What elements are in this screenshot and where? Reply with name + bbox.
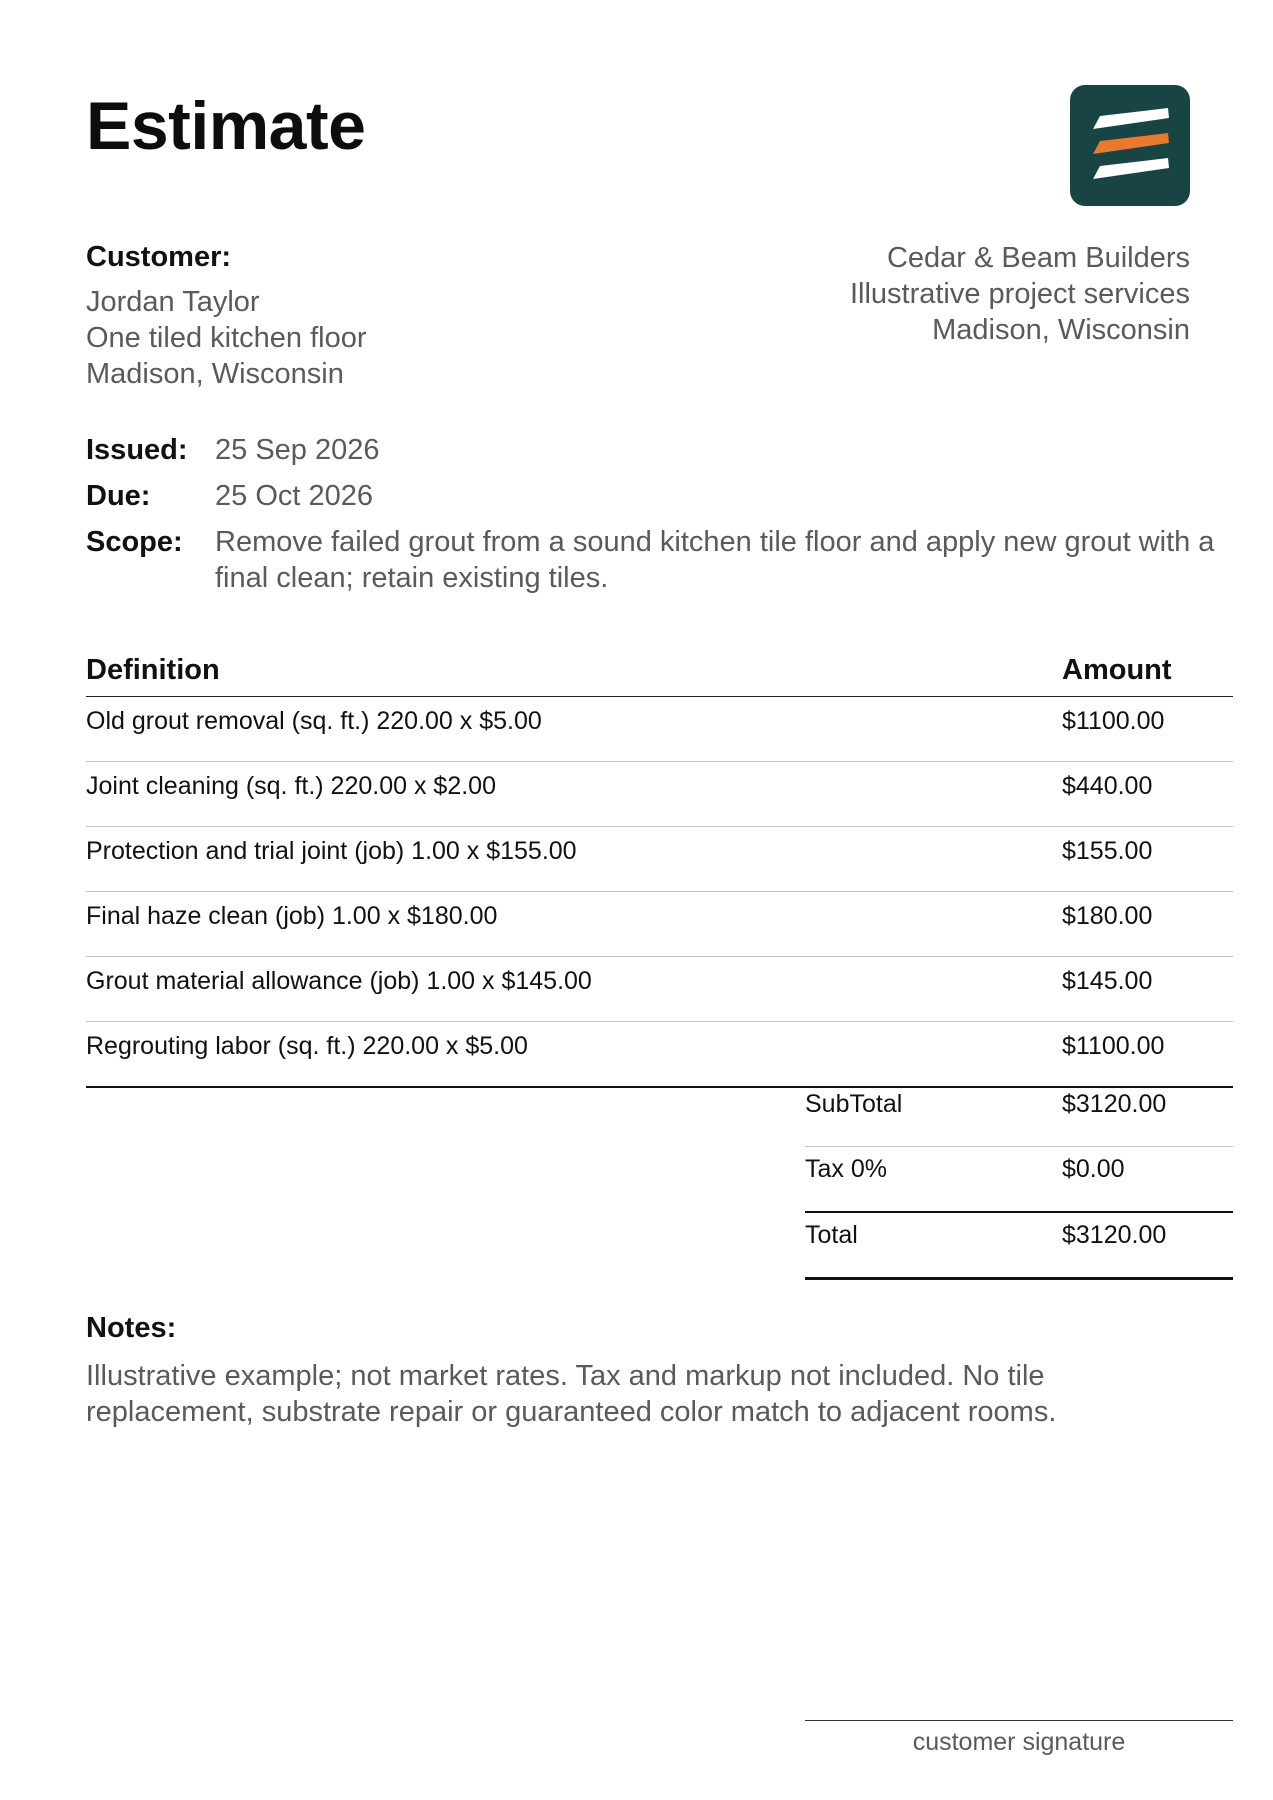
signature-label: customer signature [912, 1728, 1126, 1756]
tax-value: $0.00 [1062, 1155, 1125, 1183]
table-row [86, 957, 1233, 1022]
company-location: Madison, Wisconsin [932, 314, 1190, 346]
totals-block [805, 1082, 1233, 1280]
due-row [86, 478, 1225, 514]
customer-label: Customer: [86, 241, 232, 273]
due-value: 25 Oct 2026 [215, 480, 373, 512]
issued-value: 25 Sep 2026 [215, 434, 380, 466]
subtotal-label: SubTotal [805, 1090, 903, 1118]
scope-value: Remove failed grout from a sound kitchen tile floor and apply new grout with a final clean; retain existing tiles. [215, 526, 1215, 594]
table-row [86, 1022, 1233, 1088]
customer-name: Jordan Taylor [86, 286, 260, 318]
amount-header: Amount [1062, 654, 1172, 686]
customer-details [86, 284, 366, 392]
scope-row [86, 524, 1225, 596]
issued-label: Issued: [86, 434, 188, 466]
customer-project: One tiled kitchen floor [86, 322, 367, 354]
notes-label: Notes: [86, 1312, 177, 1344]
total-value: $3120.00 [1062, 1221, 1167, 1249]
item-description: Regrouting labor (sq. ft.) 220.00 x $5.00 [86, 1032, 528, 1060]
tax-row [805, 1147, 1233, 1213]
company-tagline: Illustrative project services [849, 278, 1190, 310]
item-description: Grout material allowance (job) 1.00 x $145.00 [86, 967, 592, 995]
company-name: Cedar & Beam Builders [886, 242, 1190, 274]
item-description: Joint cleaning (sq. ft.) 220.00 x $2.00 [86, 772, 496, 800]
total-label: Total [805, 1221, 858, 1249]
item-amount: $440.00 [1062, 772, 1153, 800]
table-row [86, 697, 1233, 762]
due-label: Due: [86, 480, 151, 512]
subtotal-row [805, 1082, 1233, 1147]
customer-location: Madison, Wisconsin [86, 358, 344, 390]
issued-row [86, 432, 1225, 468]
item-description: Protection and trial joint (job) 1.00 x $155.00 [86, 837, 577, 865]
item-amount: $145.00 [1062, 967, 1153, 995]
item-amount: $1100.00 [1062, 1032, 1165, 1060]
table-row [86, 827, 1233, 892]
stacked-planks-logo-icon [1070, 85, 1190, 206]
table-row [86, 892, 1233, 957]
item-amount: $180.00 [1062, 902, 1153, 930]
table-header [86, 652, 1233, 697]
subtotal-value: $3120.00 [1062, 1090, 1167, 1118]
table-row [86, 762, 1233, 827]
signature-line [805, 1720, 1233, 1721]
item-amount: $1100.00 [1062, 707, 1165, 735]
company-details [850, 240, 1190, 348]
tax-label: Tax 0% [805, 1155, 887, 1183]
item-description: Final haze clean (job) 1.00 x $180.00 [86, 902, 498, 930]
scope-label: Scope: [86, 526, 183, 558]
line-items-table [86, 652, 1233, 1088]
estimate-meta [86, 432, 1225, 606]
notes-text: Illustrative example; not market rates. Tax and markup not included. No tile replacement, substrate repair or guaranteed color match to adjacent rooms. [86, 1360, 1057, 1428]
item-description: Old grout removal (sq. ft.) 220.00 x $5.00 [86, 707, 542, 735]
document-title: Estimate [86, 88, 366, 164]
definition-header: Definition [86, 654, 220, 686]
company-logo [1070, 85, 1190, 206]
item-amount: $155.00 [1062, 837, 1153, 865]
total-row [805, 1213, 1233, 1280]
